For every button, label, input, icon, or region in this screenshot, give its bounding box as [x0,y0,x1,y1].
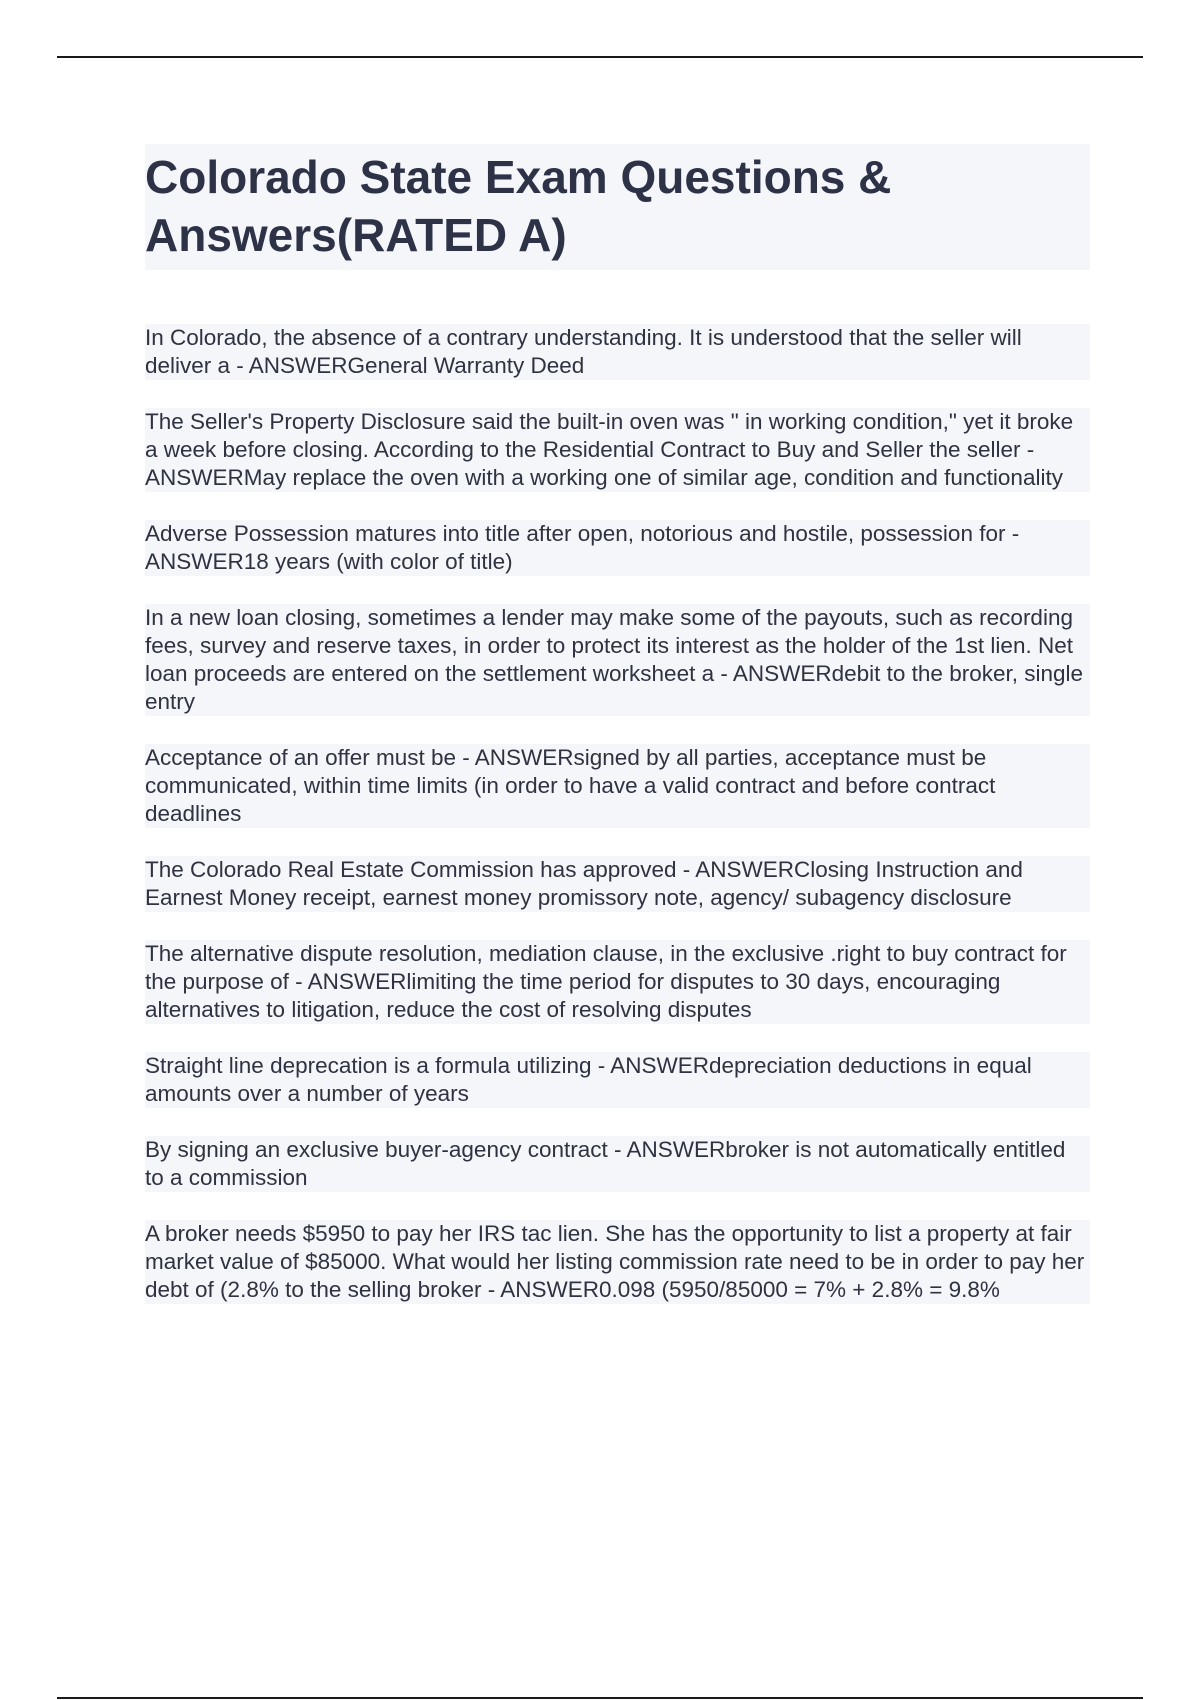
top-divider [57,56,1143,58]
document-body [145,144,1090,1332]
title-block [145,144,1090,270]
qa-item: By signing an exclusive buyer-agency contract - ANSWERbroker is not automatically entitled to a commission [145,1136,1090,1192]
qa-item: Straight line deprecation is a formula utilizing - ANSWERdepreciation deductions in equal amounts over a number of years [145,1052,1090,1108]
qa-item: In a new loan closing, sometimes a lender may make some of the payouts, such as recording fees, survey and reserve taxes, in order to protect its interest as the holder of the 1st lien. Net loan proceeds are entered on the settlement worksheet a - ANSWERdebit to the broker, single entry [145,604,1090,716]
qa-item: The Seller's Property Disclosure said the built-in oven was " in working condition," yet it broke a week before closing. According to the Residential Contract to Buy and Seller the seller - ANSWERMay replace the oven with a working one of similar age, condition and functionality [145,408,1090,492]
document-title: Colorado State Exam Questions & Answers(RATED A) [145,151,892,261]
qa-item: Adverse Possession matures into title after open, notorious and hostile, possession for - ANSWER18 years (with color of title) [145,520,1090,576]
qa-list [145,324,1090,1304]
bottom-divider [57,1697,1143,1699]
qa-item: The Colorado Real Estate Commission has approved - ANSWERClosing Instruction and Earnest Money receipt, earnest money promissory note, agency/ subagency disclosure [145,856,1090,912]
qa-item: Acceptance of an offer must be - ANSWERsigned by all parties, acceptance must be communicated, within time limits (in order to have a valid contract and before contract deadlines [145,744,1090,828]
qa-item: A broker needs $5950 to pay her IRS tac lien. She has the opportunity to list a property at fair market value of $85000. What would her listing commission rate need to be in order to pay her debt of (2.8% to the selling broker - ANSWER0.098 (5950/85000 = 7% + 2.8% = 9.8% [145,1220,1090,1304]
qa-item: The alternative dispute resolution, mediation clause, in the exclusive .right to buy contract for the purpose of - ANSWERlimiting the time period for disputes to 30 days, encouraging alternatives to litigation, reduce the cost of resolving disputes [145,940,1090,1024]
qa-item: In Colorado, the absence of a contrary understanding. It is understood that the seller will deliver a - ANSWERGeneral Warranty Deed [145,324,1090,380]
